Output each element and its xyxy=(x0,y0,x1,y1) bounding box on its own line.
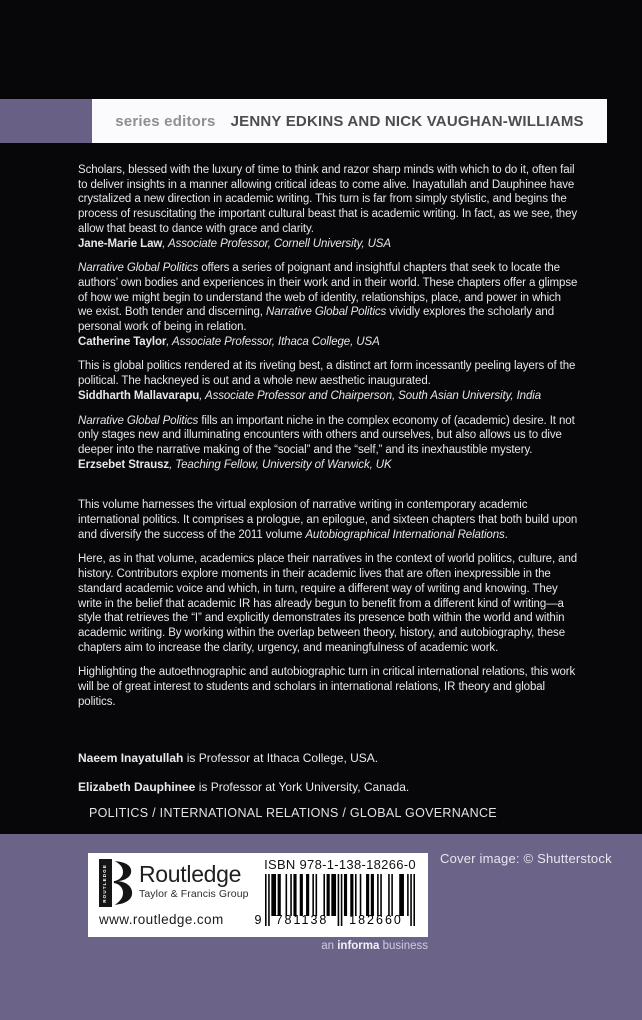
description-paragraph: Here, as in that volume, academics place their narratives in the context of world politics, culture, and history. Contributors explore moments in their academic lives that are often inexpressible in the standard academic voice and which, in turn, require a different way of writing and knowing. They write in the belief that academic IR has already begun to benefit from a different kind of writing—a style that retrieves the “I” and explicitly demonstrates its presence both within the world and within academic writing. By working within the overlap between theory, history, and autobiography, these chapters aim to increase the clarity, urgency, and meaningfulness of academic work. xyxy=(78,553,578,654)
endorsement-attribution: Catherine Taylor, Associate Professor, Ithaca College, USA xyxy=(78,335,380,348)
endorsement-quote: Narrative Global Politics fills an important niche in the complex economy of (academic) desire. It not only stages new and illuminating encounters with others and ourselves, but also allows us to dive deeper into the narrative making of the “social” and the “self,” and its inexhaustible mystery. xyxy=(78,414,575,456)
series-editors-label: series editors xyxy=(115,112,216,130)
author-bios xyxy=(78,751,578,809)
author-bio: Elizabeth Dauphinee is Professor at York University, Canada. xyxy=(78,780,410,794)
publisher-website: www.routledge.com xyxy=(99,912,224,927)
routledge-r-icon xyxy=(113,859,133,907)
endorsement-quote: Narrative Global Politics offers a series of poignant and insightful chapters that seek to locate the authors’ own bodies and experiences in their work and in their world. These chapters offer a glimpse of how we might begin to understand the web of identity, relationships, place, and power in which we exist. Both tender and discerning, Narrative Global Politics vividly explores the scholarly and personal work of being in relation. xyxy=(78,262,578,334)
publisher-band xyxy=(0,834,642,1020)
description-paragraph: Highlighting the autoethnographic and autobiographic turn in critical international relations, this work will be of great interest to students and scholars in international relations, IR theory and global politics. xyxy=(78,666,576,708)
informa-bold: informa xyxy=(337,940,380,952)
routledge-vertical-text: ROUTLEDGE xyxy=(102,863,108,903)
author-bio: Naeem Inayatullah is Professor at Ithaca College, USA. xyxy=(78,751,379,765)
endorsement-block xyxy=(78,414,578,473)
endorsement-attribution: Siddharth Mallavarapu, Associate Professor and Chairperson, South Asian University, India xyxy=(78,389,542,402)
series-editors-banner xyxy=(0,99,642,143)
routledge-vertical-mark xyxy=(99,859,112,907)
isbn-barcode-block xyxy=(254,857,416,935)
endorsement-block xyxy=(78,359,578,403)
banner-purple-accent xyxy=(0,99,92,143)
back-cover-text xyxy=(78,163,578,720)
barcode-digits-left: 781138 xyxy=(275,913,329,927)
subject-category: POLITICS / INTERNATIONAL RELATIONS / GLOBAL GOVERNANCE xyxy=(89,806,497,820)
isbn-label: ISBN 978-1-138-18266-0 xyxy=(264,857,416,872)
description-paragraph: This volume harnesses the virtual explosion of narrative writing in contemporary academic international politics. It comprises a prologue, an epilogue, and sixteen chapters that both build upon and diversify the success of the 2011 volume Autobiographical International Relations. xyxy=(78,499,578,541)
informa-tagline xyxy=(88,940,428,952)
routledge-wordmark xyxy=(139,859,249,900)
book-description xyxy=(78,498,578,709)
informa-post: business xyxy=(379,940,428,952)
cover-image-credit: Cover image: © Shutterstock xyxy=(440,851,612,866)
publisher-box xyxy=(88,853,428,937)
endorsement-quote: Scholars, blessed with the luxury of time to think and razor sharp minds with which to do it, often fail to deliver insights in a manner allowing critical ideas to come alive. Inayatullah and Dauphinee have crystalized a new direction in academic writing. This turn is far from simply stylistic, and begins the process of resuscitating the important cultural beast that is academic writing. In fact, as we see, they allow that beast to dance with grace and clarity. xyxy=(78,164,578,235)
informa-pre: an xyxy=(321,940,338,952)
taylor-francis-tagline: Taylor & Francis Group xyxy=(139,888,249,900)
endorsement-attribution: Jane-Marie Law, Associate Professor, Cornell University, USA xyxy=(78,237,391,250)
banner-strip xyxy=(92,99,607,143)
routledge-logo xyxy=(99,859,249,907)
barcode-digit-lead: 9 xyxy=(254,913,262,927)
routledge-name: Routledge xyxy=(139,861,242,887)
endorsement-quote: This is global politics rendered at its riveting best, a distinct art form incessantly peeling layers of the political. The hackneyed is out and a whole new aesthetic inaugurated. xyxy=(78,360,576,388)
endorsement-block xyxy=(78,163,578,251)
endorsement-block xyxy=(78,261,578,349)
barcode-digits-right: 182660 xyxy=(349,913,403,927)
endorsement-attribution: Erzsebet Strausz, Teaching Fellow, University of Warwick, UK xyxy=(78,458,392,471)
series-editors-names: JENNY EDKINS AND NICK VAUGHAN-WILLIAMS xyxy=(230,112,584,130)
